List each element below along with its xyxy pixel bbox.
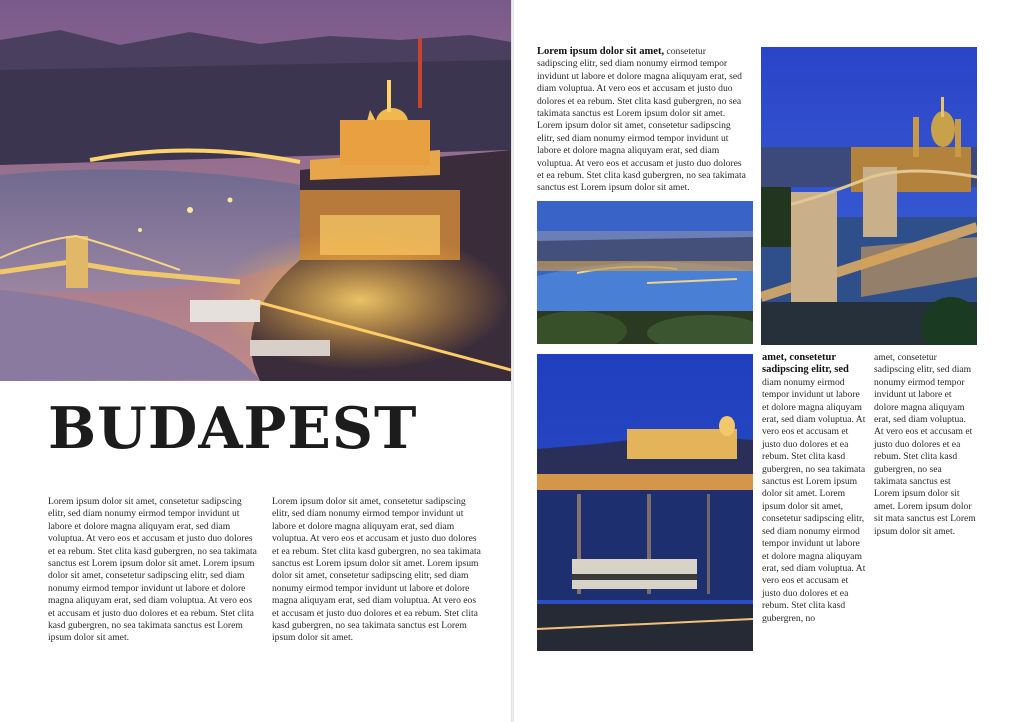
right-page (514, 0, 1024, 722)
mid-text: diam nonumy eirmod tempor invidunt ut labore et dolore magna aliquyam erat, sed diam voluptua. At vero eos et accusam et justo duo dolores et ea rebum. Stet clita kasd gubergren, no sea takimata sanctus est Lorem ipsum dolor sit amet. Lorem ipsum dolor sit amet, consetetur sadipscing elitr, sed diam nonumy eirmod tempor invidunt ut labore et dolore magna aliquyam erat, sed diam voluptua. At vero eos et accusam et justo duo dolores et ea rebum. Stet clita kasd gubergren, no (762, 376, 866, 624)
intro-text: consetetur sadipscing elitr, sed diam nonumy eirmod tempor invidunt ut labore et dolore magna aliquyam erat, sed diam voluptua. At vero eos et accusam et justo duo dolores et ea rebum. Stet clita kasd gubergren, no sea takimata sanctus est Lorem ipsum dolor sit amet. Lorem ipsum dolor sit amet, consetetur sadipscing elitr, sed diam nonumy eirmod tempor invidunt ut labore et dolore magna aliquyam erat, sed diam voluptua. At vero eos et accusam et justo duo dolores et ea rebum. Stet clita kasd gubergren, no sea takimata sanctus est Lorem ipsum dolor sit amet. (537, 46, 746, 194)
mid-column (762, 352, 866, 625)
photo-danube-panorama (537, 201, 753, 344)
page-title: BUDAPEST (48, 395, 418, 462)
last-column: amet, consetetur sadipscing elitr, sed diam nonumy eirmod tempor invidunt ut labore et dolore magna aliquyam erat, sed diam voluptua. At vero eos et accusam et justo duo dolores et ea rebum. Stet clita kasd gubergren, no sea takimata sanctus est Lorem ipsum dolor sit amet. Lorem ipsum dolor sit mata sanctus est Lorem ipsum dolor sit amet. (874, 352, 976, 537)
photo-buda-castle (537, 354, 753, 651)
intro-lead: Lorem ipsum dolor sit amet, (537, 46, 665, 57)
photo-chain-bridge-parliament (761, 47, 977, 345)
intro-column (537, 46, 747, 195)
body-column-2: Lorem ipsum dolor sit amet, consetetur sadipscing elitr, sed diam nonumy eirmod tempor invidunt ut labore et dolore magna aliquyam erat, sed diam voluptua. At vero eos et accusam et justo duo dolores et ea rebum. Stet clita kasd gubergren, no sea takimata sanctus est Lorem ipsum dolor sit amet. Lorem ipsum dolor sit amet, consetetur sadipscing elitr, sed diam nonumy eirmod tempor invidunt ut labore et dolore magna aliquyam erat, sed diam voluptua. At vero eos et accusam et justo duo dolores et ea rebum. Stet clita kasd gubergren, no sea takimata sanctus est Lorem ipsum dolor sit amet. (272, 496, 481, 644)
mid-lead: amet, consetetur sadipscing elitr, sed (762, 352, 849, 376)
body-column-1: Lorem ipsum dolor sit amet, consetetur sadipscing elitr, sed diam nonumy eirmod tempor invidunt ut labore et dolore magna aliquyam erat, sed diam voluptua. At vero eos et accusam et justo duo dolores et ea rebum. Stet clita kasd gubergren, no sea takimata sanctus est Lorem ipsum dolor sit amet. Lorem ipsum dolor sit amet, consetetur sadipscing elitr, sed diam nonumy eirmod tempor invidunt ut labore et dolore magna aliquyam erat, sed diam voluptua. At vero eos et accusam et justo duo dolores et ea rebum. Stet clita kasd gubergren, no sea takimata sanctus est Lorem ipsum dolor sit amet. (48, 496, 257, 644)
hero-photo-budapest-night (0, 0, 511, 381)
